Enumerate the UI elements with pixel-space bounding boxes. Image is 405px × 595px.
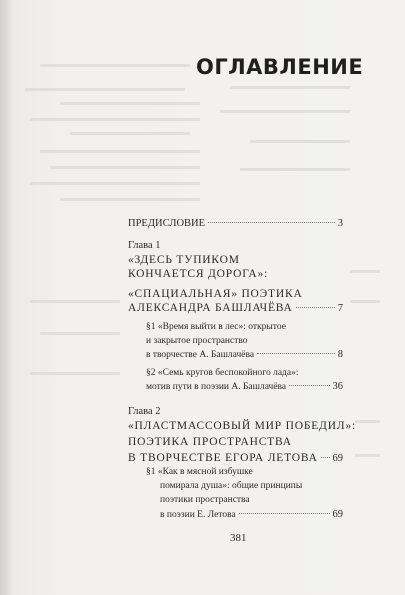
chapter-title-line: АЛЕКСАНДРА БАШЛАЧЁВА: [128, 302, 293, 314]
chapter-title-line: «СПАЦИАЛЬНАЯ» ПОЭТИКА: [128, 288, 303, 300]
section-line: в поэзии Е. Летова: [160, 510, 236, 520]
toc-page-number: 8: [337, 349, 343, 360]
leader-dots: [257, 353, 335, 354]
toc-entry-ch1-s2[interactable]: [146, 381, 343, 393]
section-line: поэтики пространства: [160, 495, 250, 505]
chapter-number: Глава 2: [128, 406, 161, 417]
chapter-title-line: КОНЧАЕТСЯ ДОРОГА»:: [128, 268, 269, 280]
page-heading: ОГЛАВЛЕНИЕ: [196, 55, 364, 79]
chapter-title-line: «ЗДЕСЬ ТУПИКОМ: [128, 254, 240, 266]
chapter-title-line: «ПЛАСТМАССОВЫЙ МИР ПОБЕДИЛ»:: [128, 420, 356, 432]
section-line: §2 «Семь кругов беспокойного лада»:: [146, 368, 299, 378]
chapter-title-line: В ТВОРЧЕСТВЕ ЕГОРА ЛЕТОВА: [128, 452, 318, 464]
leader-dots: [239, 513, 330, 514]
toc-page-number: 69: [332, 509, 343, 520]
section-line: помирала душа»: общие принципы: [160, 481, 303, 491]
section-line: §1 «Время выйти в лес»: открытое: [146, 322, 286, 332]
section-line: мотив пути в поэзии А. Башлачёва: [146, 382, 287, 392]
leader-dots: [289, 385, 329, 386]
chapter-title-line: ПОЭТИКА ПРОСТРАНСТВА: [128, 436, 292, 448]
leader-dots: [321, 457, 330, 458]
toc-entry-chapter1[interactable]: [128, 302, 343, 315]
toc-page-number: 69: [332, 453, 343, 464]
toc-page-number: 36: [332, 381, 343, 392]
section-line: в творчестве А. Башлачёва: [146, 350, 255, 360]
toc-entry-chapter2[interactable]: [128, 452, 343, 465]
leader-dots: [296, 307, 335, 308]
chapter-number: Глава 1: [128, 240, 161, 251]
toc-entry-preface[interactable]: [128, 218, 343, 230]
toc-entry-ch1-s1[interactable]: [146, 349, 343, 361]
toc-entry-ch2-s1[interactable]: [160, 509, 343, 521]
toc-page-number: 3: [337, 218, 343, 229]
toc-entry-label: ПРЕДИСЛОВИЕ: [128, 218, 206, 229]
section-line: и закрытое пространство: [146, 336, 248, 346]
section-line: §1 «Как в мясной избушке: [146, 467, 253, 477]
leader-dots: [208, 222, 335, 223]
toc-page-number: 7: [337, 303, 343, 314]
page-folio: 381: [230, 532, 247, 544]
